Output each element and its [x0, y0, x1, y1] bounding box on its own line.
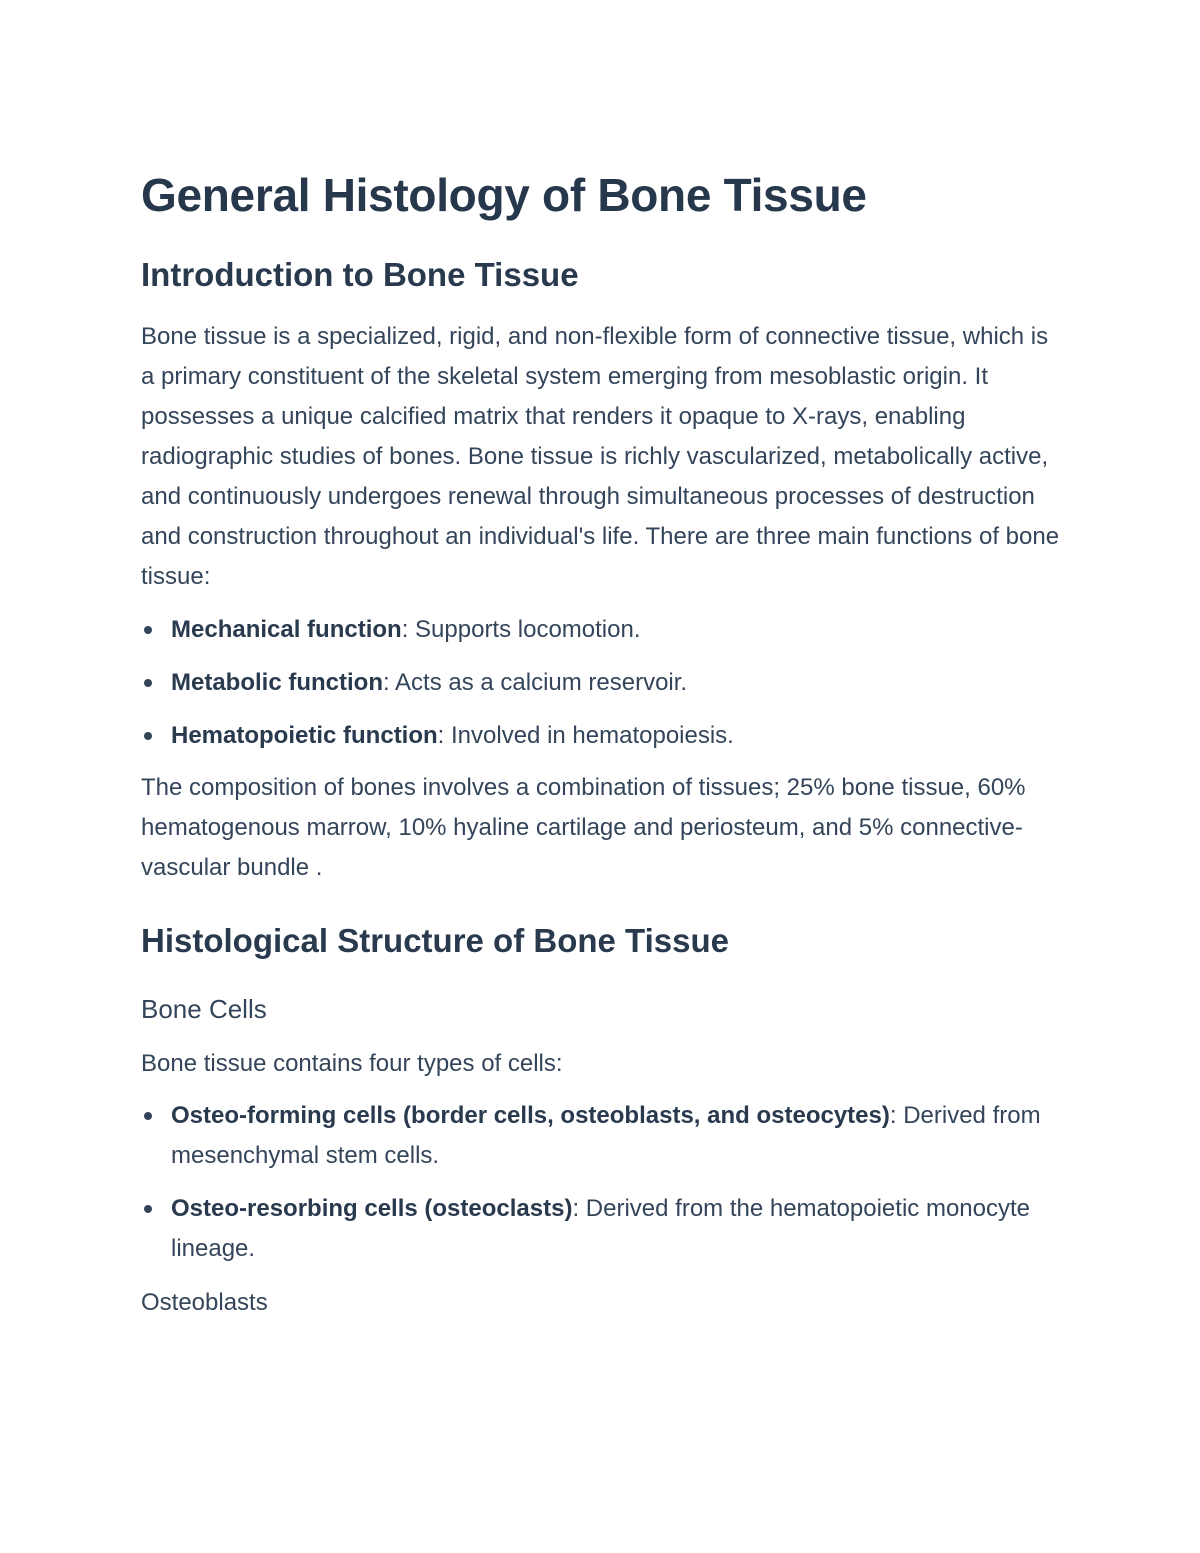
list-item-description: : Derived from the hematopoietic monocyte lineage. — [171, 1195, 1030, 1262]
list-item-description: : Derived from mesenchymal stem cells. — [171, 1102, 1041, 1169]
list-item-osteo-resorbing-cells — [141, 1189, 1066, 1269]
list-item-term: Osteo-resorbing cells (osteoclasts) — [171, 1195, 573, 1222]
section-heading-introduction: Introduction to Bone Tissue — [141, 256, 579, 293]
list-item-osteo-forming-cells — [141, 1096, 1066, 1176]
subheading-osteoblasts: Osteoblasts — [141, 1289, 268, 1316]
introduction-paragraph: Bone tissue is a specialized, rigid, and non-flexible form of connective tissue, which is a primary constituent of the skeletal system emerging from mesoblastic origin. It possesses a unique calcified matrix that renders it opaque to X-rays, enabling radiographic studies of bones. Bone tissue is richly vascularized, metabolically active, and continuously undergoes renewal through simultaneous processes of destruction and construction throughout an individual's life. There are three main functions of bone tissue: — [141, 323, 1060, 590]
list-item-hematopoietic-function — [141, 716, 1066, 756]
cells-intro-paragraph: Bone tissue contains four types of cells: — [141, 1050, 563, 1077]
composition-paragraph: The composition of bones involves a combination of tissues; 25% bone tissue, 60% hematogenous marrow, 10% hyaline cartilage and periosteum, and 5% connective-vascular bundle . — [141, 774, 1026, 881]
list-item-description: : Acts as a calcium reservoir. — [383, 669, 688, 696]
cells-list — [141, 1096, 1066, 1269]
list-item-description: : Supports locomotion. — [401, 616, 641, 643]
page-title: General Histology of Bone Tissue — [141, 169, 867, 221]
list-item-term: Osteo-forming cells (border cells, osteoblasts, and osteocytes) — [171, 1102, 890, 1129]
functions-list — [141, 610, 1066, 756]
list-item-description: : Involved in hematopoiesis. — [437, 722, 734, 749]
list-item-term: Hematopoietic function — [171, 722, 438, 749]
list-item-term: Metabolic function — [171, 669, 383, 696]
document-page — [141, 160, 1066, 1321]
list-item-mechanical-function — [141, 610, 1066, 650]
section-heading-histological-structure: Histological Structure of Bone Tissue — [141, 922, 729, 959]
list-item-term: Mechanical function — [171, 616, 402, 643]
subheading-bone-cells: Bone Cells — [141, 994, 267, 1024]
list-item-metabolic-function — [141, 663, 1066, 703]
